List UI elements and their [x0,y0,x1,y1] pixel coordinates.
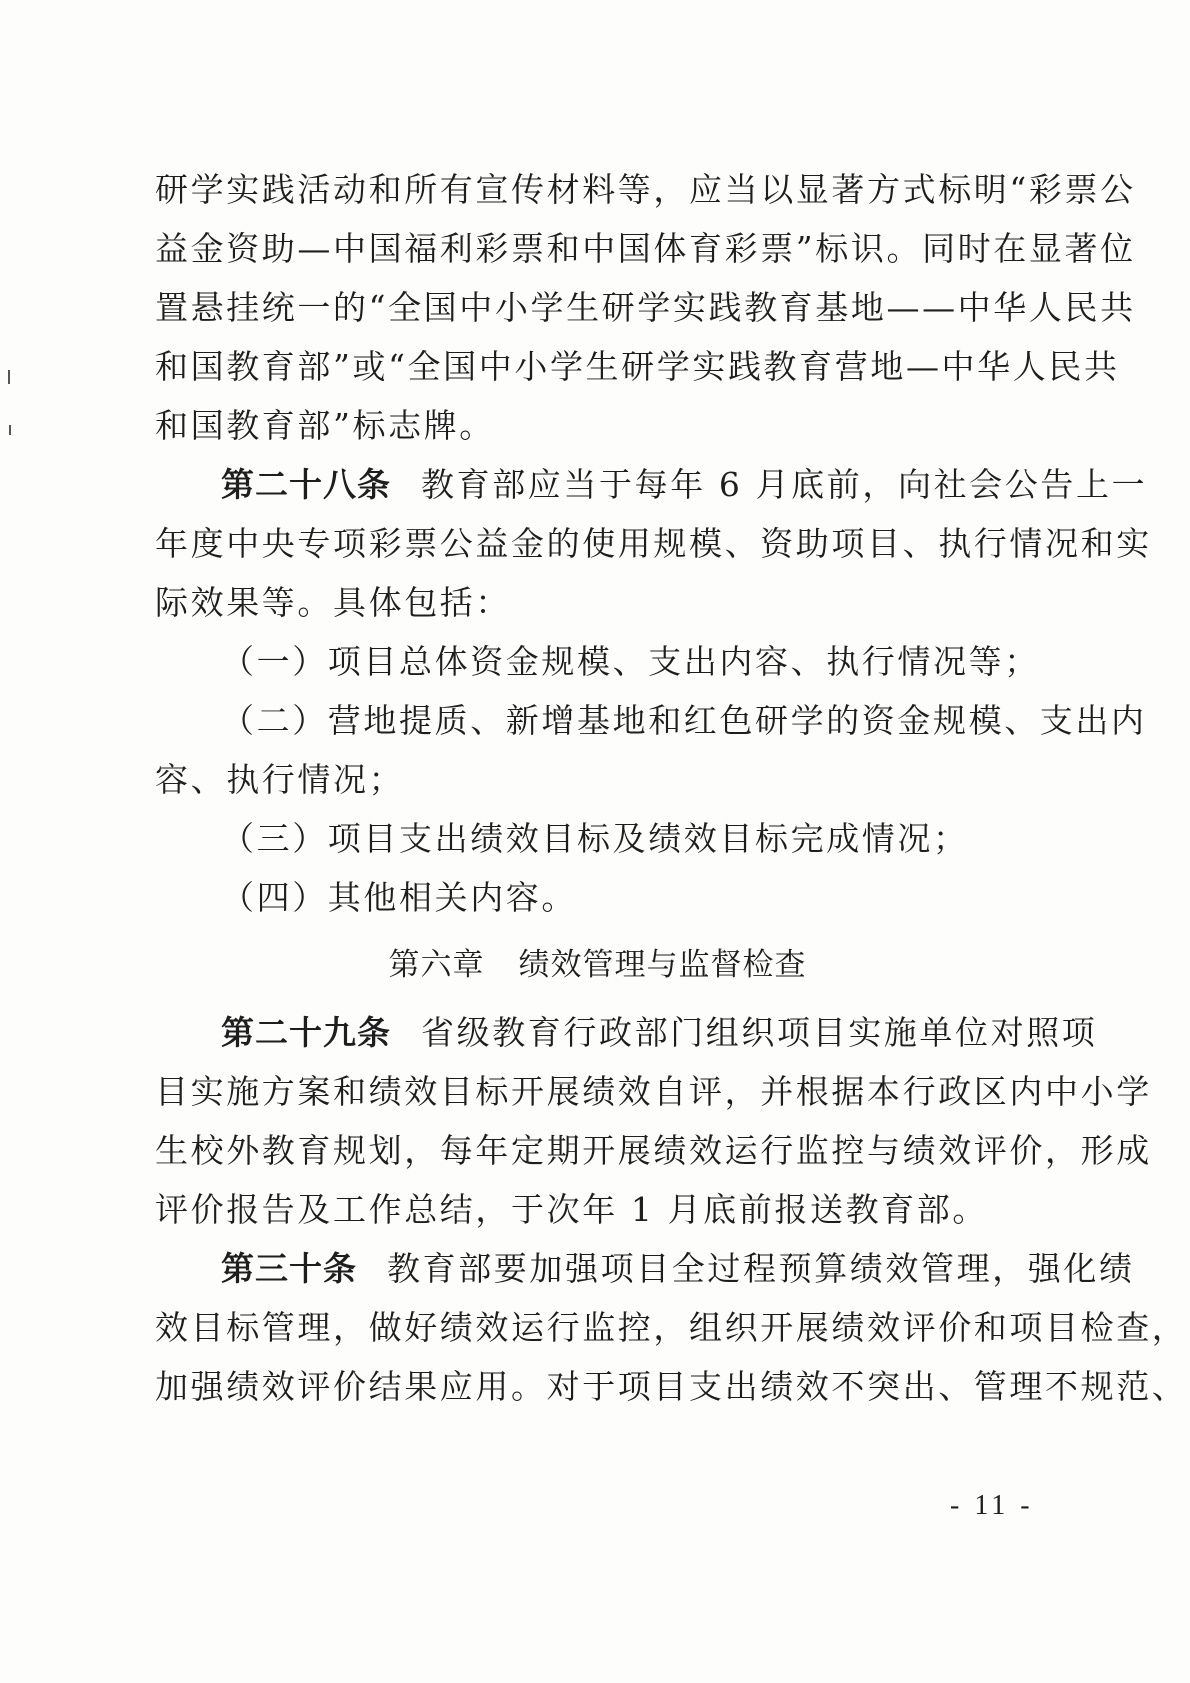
text-line: 年度中央专项彩票公益金的使用规模、资助项目、执行情况和实 [155,524,1152,563]
text-line: 生校外教育规划，每年定期开展绩效运行监控与绩效评价，形成 [155,1131,1152,1170]
chapter-number: 第六章 [388,947,485,983]
article-29-heading: 第二十九条 [221,1013,391,1052]
article-30-first-line [155,1239,1135,1298]
scan-mark [9,425,11,435]
text-line: 际效果等。具体包括： [155,583,511,622]
text-line: 效目标管理，做好绩效运行监控，组织开展绩效评价和项目检查， [155,1308,1188,1347]
article-29-first-line [155,1003,1098,1062]
text-line: 研学实践活动和所有宣传材料等，应当以显著方式标明“彩票公 [155,170,1136,209]
body-text [155,160,1188,1416]
scan-mark [8,370,10,384]
chapter-heading [155,927,1040,1003]
list-item: （二）营地提质、新增基地和红色研学的资金规模、支出内 [221,701,1147,740]
text-line: 加强绩效评价结果应用。对于项目支出绩效不突出、管理不规范、 [155,1367,1188,1406]
list-item: （一）项目总体资金规模、支出内容、执行情况等； [221,642,1040,681]
text-line: 益金资助—中国福利彩票和中国体育彩票”标识。同时在显著位 [155,229,1136,268]
text-line: 目实施方案和绩效目标开展绩效自评，并根据本行政区内中小学 [155,1072,1152,1111]
text-line: 置悬挂统一的“全国中小学生研学实践教育基地——中华人民共 [155,288,1136,327]
article-28-first-line [155,455,1148,514]
text-line: 评价报告及工作总结，于次年 1 月底前报送教育部。 [155,1190,988,1229]
text-line: 和国教育部”或“全国中小学生研学实践教育营地—中华人民共 [155,347,1120,386]
article-29-text: 省级教育行政部门组织项目实施单位对照项 [421,1013,1098,1052]
list-item-continuation: 容、执行情况； [155,760,405,799]
page-number: - 11 - [950,1490,1034,1521]
article-30-heading: 第三十条 [221,1249,357,1288]
list-item: （三）项目支出绩效目标及绩效目标完成情况； [221,819,969,858]
article-28-heading: 第二十八条 [221,465,391,504]
chapter-title: 绩效管理与监督检查 [518,947,807,983]
article-28-text: 教育部应当于每年 6 月底前，向社会公告上一 [421,465,1148,504]
article-30-text: 教育部要加强项目全过程预算绩效管理，强化绩 [387,1249,1135,1288]
text-line: 和国教育部”标志牌。 [155,406,495,445]
list-item: （四）其他相关内容。 [221,878,577,917]
